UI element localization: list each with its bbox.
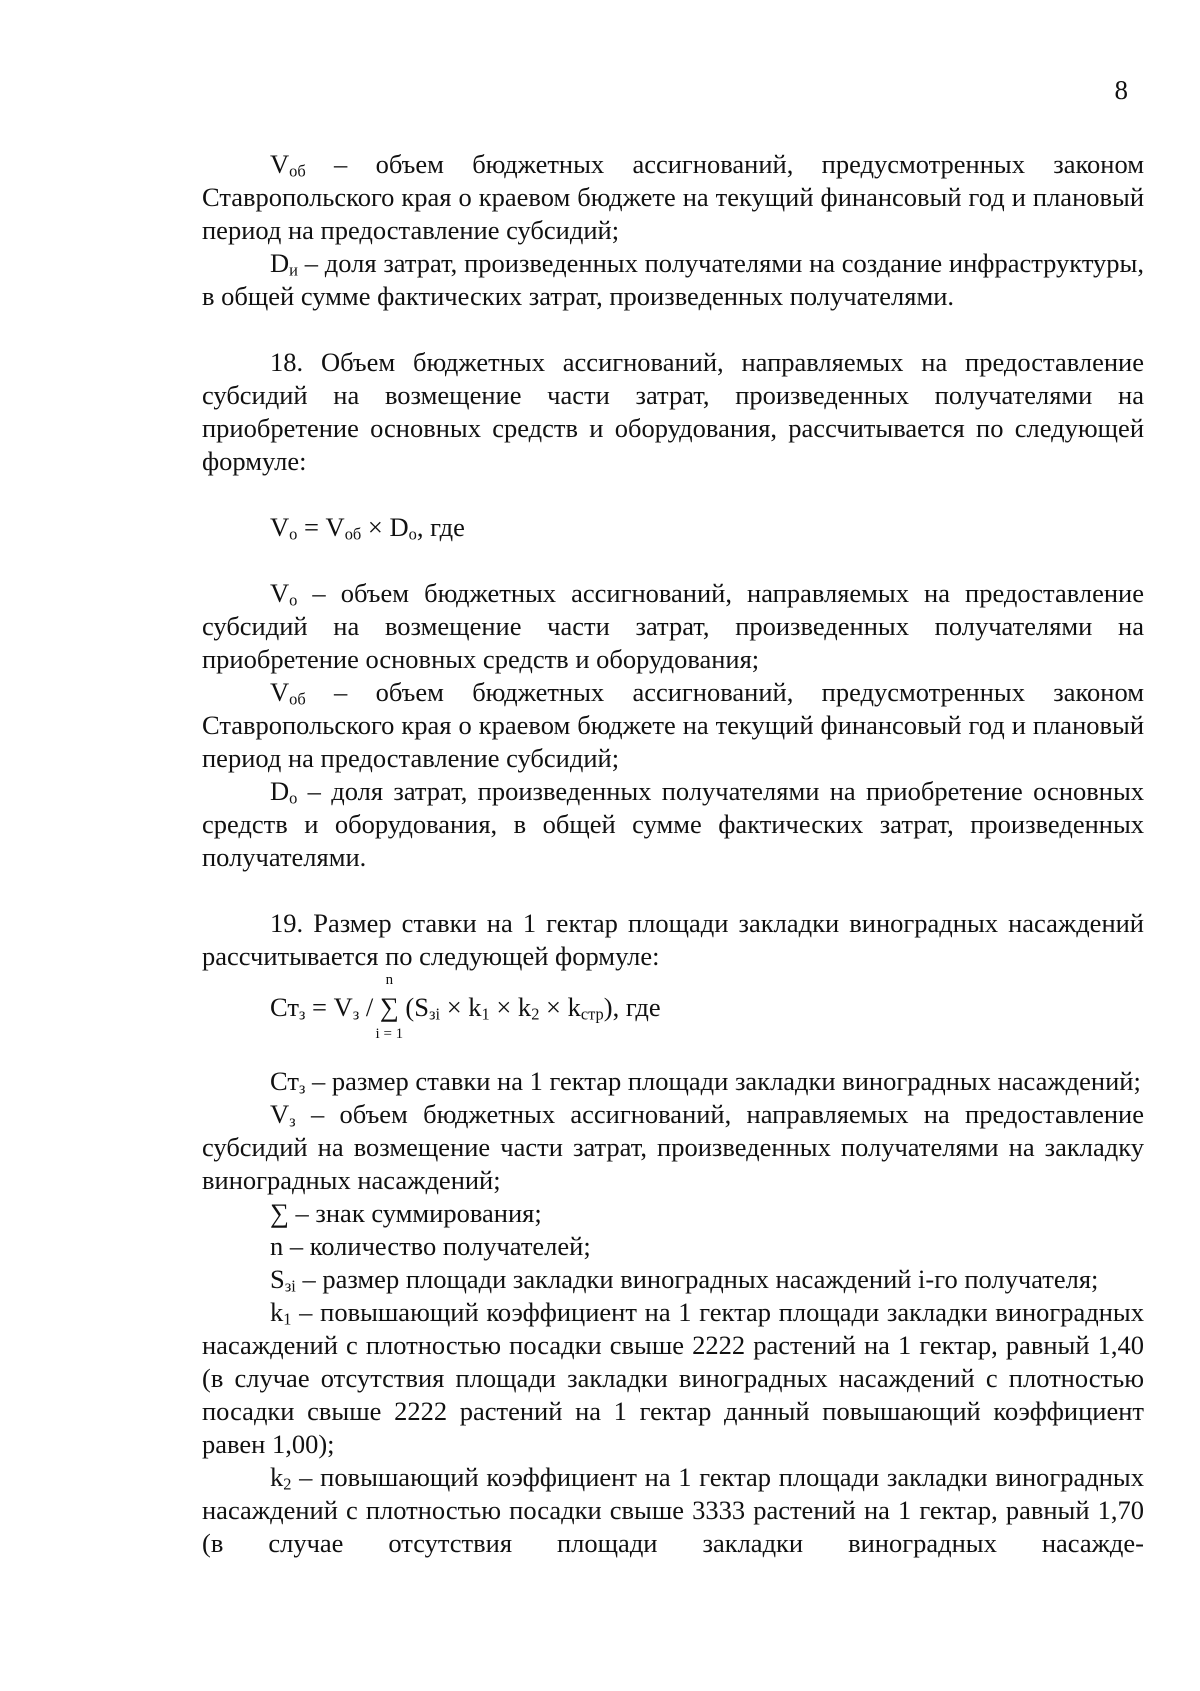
formula-st-z: $Ст_з = V_з$ / ∑ n i = 1 $(S_{зi} \times k_1 \times k_2 \times k_{стр})$, где [270, 972, 661, 1042]
definition-v-z: $V_з$ – объем бюджетных ассигнований, направляемых на предоставление субсидий на возмещение части затрат, произведенных получателями на закладку виноградных насаждений; [202, 1099, 1144, 1195]
definition-sum: ∑ – знак суммирования; [270, 1198, 542, 1228]
definition-st-z: $Ст_з$ – размер ставки на 1 гектар площади закладки виноградных насаждений; [270, 1066, 1141, 1098]
definition-v-o: $V_о$ – объем бюджетных ассигнований, направляемых на предоставление субсидий на возмещение части затрат, произведенных получателями на приобретение основных средств и оборудования; [202, 578, 1144, 674]
definition-s-zi: $S_{зi}$ – размер площади закладки виноградных насаждений i-го получателя; [270, 1264, 1099, 1296]
document-body [202, 148, 1144, 1560]
page-number: 8 [1114, 75, 1128, 105]
definition-k2: $k_2$ – повышающий коэффициент на 1 гектар площади закладки виноградных насаждений с плотностью посадки свыше 3333 растений на 1 гектар, равный 1,70 (в случае отсутствия площади закладки виноградных насажде- [202, 1462, 1144, 1558]
definition-k1: $k_1$ – повышающий коэффициент на 1 гектар площади закладки виноградных насаждений с плотностью посадки свыше 2222 растений на 1 гектар, равный 1,40 (в случае отсутствия площади закладки виноградных насаждений с плотностью посадки свыше 2222 растений на 1 гектар данный повышающий коэффициент равен 1,00); [202, 1297, 1144, 1459]
formula-v-o: $V_о = V_{об} \times D_о$, где [270, 512, 465, 544]
definition-d-o: $D_о$ – доля затрат, произведенных получателями на приобретение основных средств и оборудования, в общей сумме фактических затрат, произведенных получателями. [202, 776, 1144, 872]
definition-v-ob: $V_{об}$ – объем бюджетных ассигнований, предусмотренных законом Ставропольского края о краевом бюджете на текущий финансовый год и плановый период на предоставление субсидий; [202, 149, 1144, 245]
definition-d-i: $D_и$ – доля затрат, произведенных получателями на создание инфраструктуры, в общей сумме фактических затрат, произведенных получателями. [202, 248, 1144, 311]
definition-n: n – количество получателей; [270, 1231, 591, 1261]
definition-v-ob-2: $V_{об}$ – объем бюджетных ассигнований, предусмотренных законом Ставропольского края о краевом бюджете на текущий финансовый год и плановый период на предоставление субсидий; [202, 677, 1144, 773]
paragraph-18: 18. Объем бюджетных ассигнований, направляемых на предоставление субсидий на возмещение части затрат, произведенных получателями на приобретение основных средств и оборудования, рассчитывается по следующей формуле: [202, 347, 1144, 476]
summation-sign: ∑ n i = 1 [375, 972, 404, 1042]
paragraph-19: 19. Размер ставки на 1 гектар площади закладки виноградных насаждений рассчитывается по следующей формуле: [202, 908, 1144, 971]
